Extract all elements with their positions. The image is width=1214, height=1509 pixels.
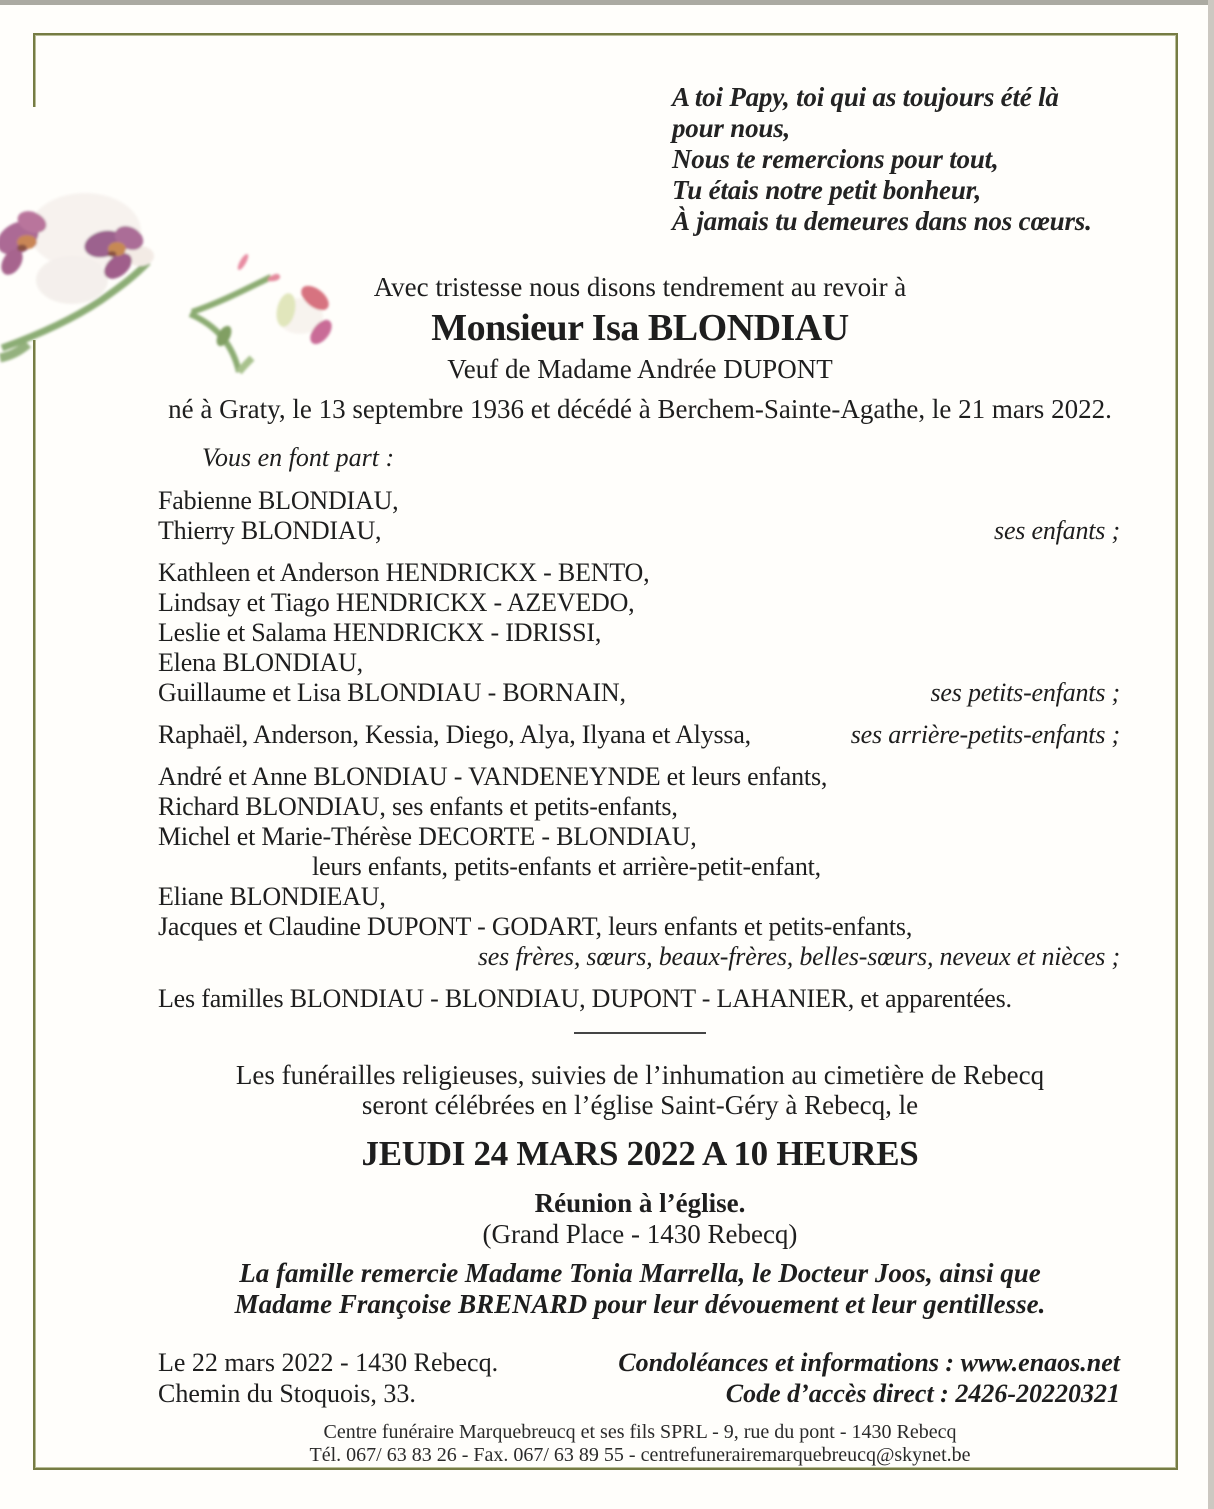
quote-line: Tu étais notre petit bonheur, (672, 175, 981, 205)
meeting-place: (Grand Place - 1430 Rebecq) (482, 1219, 798, 1249)
relationship-label: ses enfants ; (994, 516, 1120, 545)
thanks-line: Madame Françoise BRENARD pour leur dévouement et leur gentillesse. (234, 1289, 1046, 1319)
family-row (158, 984, 1120, 1014)
family-row (158, 618, 1120, 648)
condolences-website: Condoléances et informations : www.enaos.net (618, 1348, 1120, 1377)
funeral-home-footer (158, 1421, 1122, 1467)
quote-line: A toi Papy, toi qui as toujours été là pour nous, (672, 82, 1059, 143)
family-member-name: Thierry BLONDIAU, (158, 516, 382, 545)
family-list (158, 486, 1120, 1014)
relationship-label: ses petits-enfants ; (930, 678, 1120, 707)
scan-edge-top (0, 0, 1214, 5)
quote-line: Nous te remercions pour tout, (672, 144, 999, 174)
family-row (158, 822, 1120, 852)
relationship-label: ses frères, sœurs, beaux-frères, belles-sœurs, neveux et nièces ; (477, 942, 1120, 971)
meeting-info: Réunion à l’église. (534, 1188, 746, 1218)
family-member-name: Jacques et Claudine DUPONT - GODART, leurs enfants et petits-enfants, (158, 912, 913, 941)
family-row (158, 648, 1120, 678)
family-member-name: Les familles BLONDIAU - BLONDIAU, DUPONT - LAHANIER, et apparentées. (158, 984, 1012, 1013)
funeral-home-name-address: Centre funéraire Marquebreucq et ses fils SPRL - 9, rue du pont - 1430 Rebecq (323, 1421, 957, 1443)
ceremony-details (158, 1060, 1122, 1120)
family-member-name: leurs enfants, petits-enfants et arrière-petit-enfant, (312, 852, 821, 881)
family-row (158, 942, 1120, 972)
family-member-name: Kathleen et Anderson HENDRICKX - BENTO, (158, 558, 650, 587)
family-member-name: Richard BLONDIAU, ses enfants et petits-enfants, (158, 792, 678, 821)
family-member-name: Elena BLONDIAU, (158, 648, 363, 677)
family-row (158, 516, 1120, 546)
family-row (158, 588, 1120, 618)
family-member-name: Eliane BLONDIEAU, (158, 882, 386, 911)
scan-edge-right (1208, 0, 1214, 1509)
condolences-info (158, 1347, 1120, 1409)
deceased-name: Monsieur Isa BLONDIAU (431, 307, 849, 349)
family-row (158, 762, 1120, 792)
ceremony-line: Les funérailles religieuses, suivies de l’inhumation au cimetière de Rebecq (235, 1060, 1045, 1090)
family-row (158, 792, 1120, 822)
condolences-access-code: Code d’accès direct : 2426-20220321 (725, 1379, 1120, 1408)
family-row (158, 558, 1120, 588)
family-row (158, 678, 1120, 708)
family-row (158, 720, 1120, 750)
deceased-subtitle: Veuf de Madame Andrée DUPONT (447, 354, 833, 384)
announcement-intro: Avec tristesse nous disons tendrement au revoir à (373, 272, 907, 302)
thanks-line: La famille remercie Madame Tonia Marrella, le Docteur Joos, ainsi que (239, 1258, 1041, 1288)
ceremony-line: seront célébrées en l’église Saint-Géry à Rebecq, le (361, 1090, 919, 1120)
family-row (158, 486, 1120, 516)
family-member-name: Guillaume et Lisa BLONDIAU - BORNAIN, (158, 678, 626, 707)
family-member-name: Raphaël, Anderson, Kessia, Diego, Alya, Ilyana et Alyssa, (158, 720, 751, 749)
family-row (158, 852, 1120, 882)
life-dates: né à Graty, le 13 septembre 1936 et décédé à Berchem-Sainte-Agathe, le 21 mars 2022. (168, 394, 1112, 424)
issue-address: Chemin du Stoquois, 33. (158, 1379, 416, 1408)
issue-date: Le 22 mars 2022 - 1430 Rebecq. (158, 1348, 499, 1377)
family-row (158, 912, 1120, 942)
family-member-name: Lindsay et Tiago HENDRICKX - AZEVEDO, (158, 588, 635, 617)
family-row (158, 882, 1120, 912)
family-member-name: Michel et Marie-Thérèse DECORTE - BLONDIAU, (158, 822, 697, 851)
quote-line: À jamais tu demeures dans nos cœurs. (672, 206, 1092, 236)
family-member-name: André et Anne BLONDIAU - VANDENEYNDE et leurs enfants, (158, 762, 828, 791)
funeral-home-contact: Tél. 067/ 63 83 26 - Fax. 067/ 63 89 55 - centrefunerairemarquebreucq@skynet.be (309, 1444, 971, 1466)
announcement-part-intro: Vous en font part : (202, 443, 395, 472)
family-member-name: Fabienne BLONDIAU, (158, 486, 399, 515)
dedication-quote (672, 82, 1112, 237)
relationship-label: ses arrière-petits-enfants ; (850, 720, 1120, 749)
ceremony-datetime: JEUDI 24 MARS 2022 A 10 HEURES (361, 1134, 919, 1173)
family-thanks (158, 1258, 1122, 1320)
section-divider (574, 1032, 706, 1034)
family-member-name: Leslie et Salama HENDRICKX - IDRISSI, (158, 618, 602, 647)
